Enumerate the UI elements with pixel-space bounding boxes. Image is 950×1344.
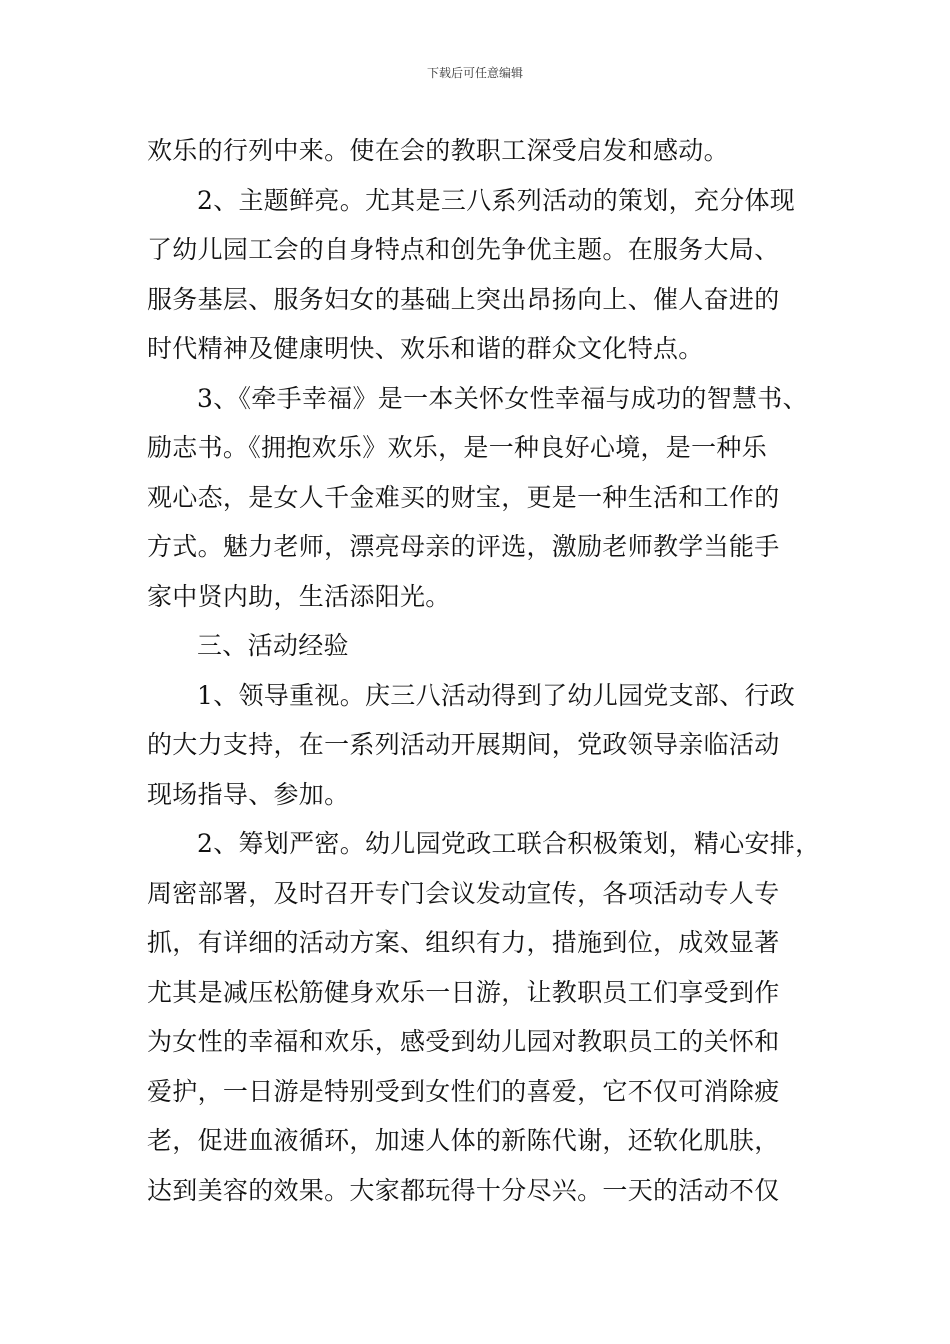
text-line: 时代精神及健康明快、欢乐和谐的群众文化特点。: [147, 334, 704, 363]
text-line: 欢乐的行列中来。使在会的教职工深受启发和感动。: [147, 136, 729, 165]
text-line: 尤其是减压松筋健身欢乐一日游，让教职员工们享受到作: [147, 977, 780, 1007]
text-line: 励志书。《拥抱欢乐》欢乐，是一种良好心境，是一种乐: [147, 433, 768, 462]
text-line: 抓，有详细的活动方案、组织有力，措施到位，成效显著: [147, 928, 780, 957]
text-line: 家中贤内助，生活添阳光。: [147, 581, 451, 611]
text-line: 达到美容的效果。大家都玩得十分尽兴。一天的活动不仅: [147, 1175, 780, 1205]
text-line: 老，促进血液循环，加速人体的新陈代谢，还软化肌肤，: [147, 1126, 780, 1155]
text-line: 现场指导、参加。: [147, 779, 350, 809]
text-line: 了幼儿园工会的自身特点和创先争优主题。在服务大局、: [147, 235, 780, 264]
page-header: 下载后可任意编辑: [426, 66, 523, 80]
document-body: [147, 126, 821, 1215]
text-line: 3、《牵手幸福》是一本关怀女性幸福与成功的智慧书、: [197, 383, 808, 413]
text-line: 为女性的幸福和欢乐，感受到幼儿园对教职员工的关怀和: [147, 1027, 780, 1056]
text-line: 爱护，一日游是特别受到女性们的喜爱，它不仅可消除疲: [147, 1076, 780, 1106]
text-line: 2、筹划严密。幼儿园党政工联合积极策划，精心安排，: [197, 829, 821, 858]
text-line: 观心态，是女人千金难买的财宝，更是一种生活和工作的: [147, 482, 780, 512]
text-line: 周密部署，及时召开专门会议发动宣传，各项活动专人专: [147, 878, 780, 908]
text-line: 2、主题鲜亮。尤其是三八系列活动的策划，充分体现: [197, 185, 796, 215]
text-line: 服务基层、服务妇女的基础上突出昂扬向上、催人奋进的: [147, 284, 780, 314]
text-line: 三、活动经验: [197, 631, 349, 660]
text-line: 的大力支持，在一系列活动开展期间，党政领导亲临活动: [147, 730, 780, 759]
text-line: 1、领导重视。庆三八活动得到了幼儿园党支部、行政: [197, 680, 796, 710]
text-line: 方式。魅力老师，漂亮母亲的评选，激励老师教学当能手: [147, 532, 780, 561]
